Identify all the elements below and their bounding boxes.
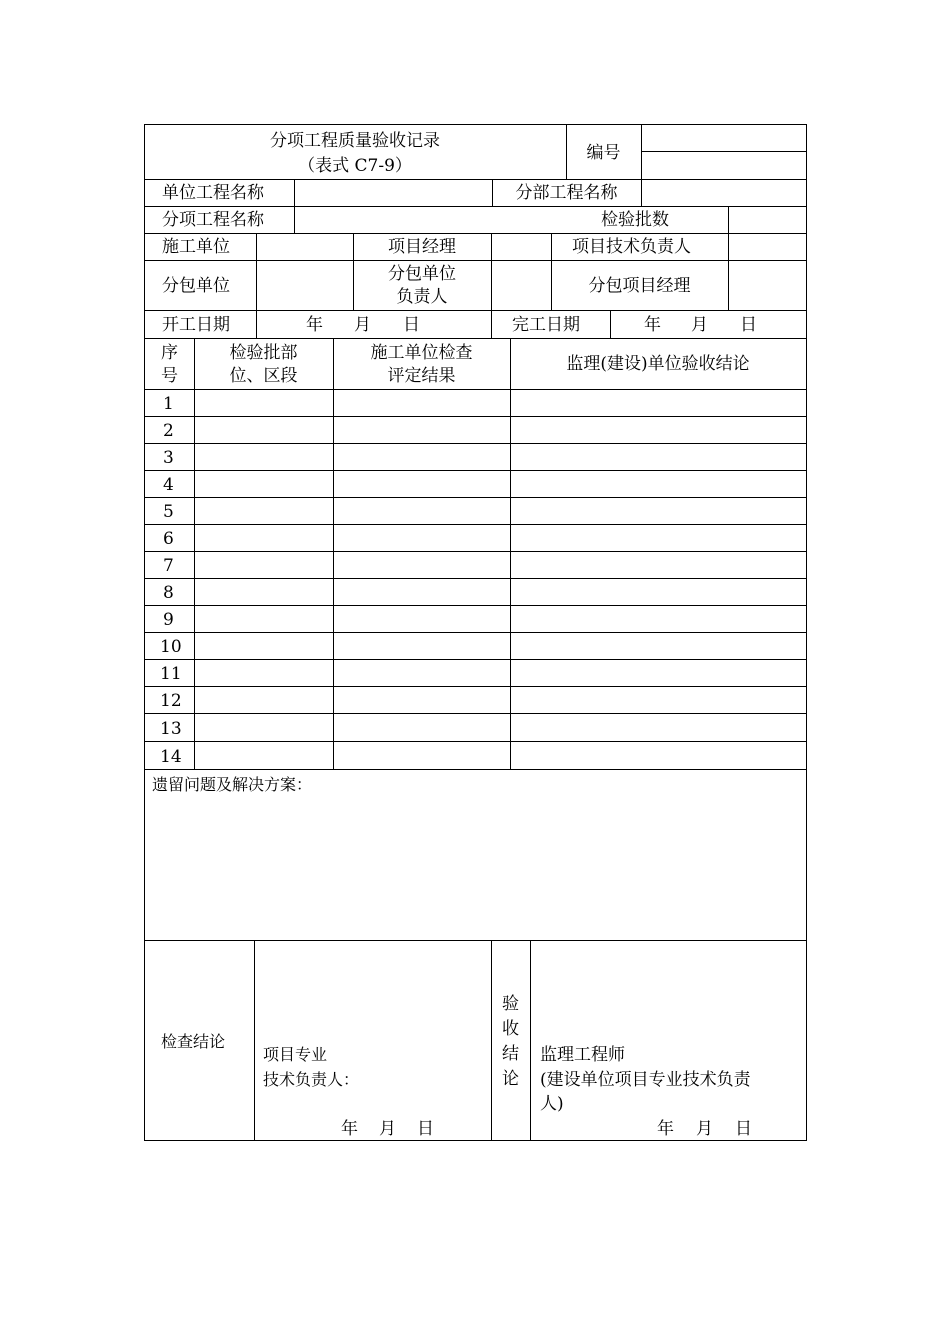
line-row-2: [144, 443, 807, 444]
row-number-3: 3: [163, 448, 174, 468]
line-row-8: [144, 605, 807, 606]
line-table-head: [144, 389, 807, 390]
row-number-7: 7: [163, 556, 174, 576]
start-month-label: 月: [354, 315, 371, 335]
row-number-8: 8: [163, 583, 174, 603]
supervisor-sign-line-2: (建设单位项目专业技术负责: [540, 1070, 751, 1090]
acceptance-char-3: 结: [502, 1044, 519, 1064]
row-number-4: 4: [163, 475, 174, 495]
border-top: [144, 124, 807, 125]
vline-table-2: [333, 338, 334, 769]
supervisor-sign-line-3: 人): [540, 1094, 564, 1114]
start-day-label: 日: [403, 315, 420, 335]
unit-project-label: 单位工程名称: [162, 183, 264, 203]
border-right: [806, 124, 807, 1141]
acceptance-char-4: 论: [502, 1069, 519, 1089]
col-part-line-2: 位、区段: [229, 366, 298, 386]
line-row-11: [144, 686, 807, 687]
line-row-6: [144, 551, 807, 552]
line-header-bottom: [144, 179, 807, 180]
line-row-10: [144, 659, 807, 660]
check-conclusion-label: 检查结论: [161, 1032, 226, 1051]
acceptance-char-2: 收: [502, 1019, 519, 1039]
accept-month-label: 月: [696, 1119, 713, 1139]
vline-r4-1: [256, 233, 257, 338]
line-r2: [144, 206, 807, 207]
line-row-14: [144, 769, 807, 770]
vline-table-3: [510, 338, 511, 769]
supervisor-sign-line-1: 监理工程师: [540, 1045, 625, 1065]
border-bottom: [144, 1140, 807, 1141]
sub-lead-label-line-2: 负责人: [396, 287, 448, 307]
line-row-3: [144, 470, 807, 471]
row-number-2: 2: [163, 421, 174, 441]
finish-date-label: 完工日期: [512, 315, 580, 335]
acceptance-char-1: 验: [502, 994, 519, 1014]
project-manager-label: 项目经理: [388, 237, 456, 257]
line-r4: [144, 260, 807, 261]
row-number-6: 6: [163, 529, 174, 549]
border-left: [144, 124, 145, 1141]
vline-r3-1: [728, 206, 729, 260]
line-r6: [144, 338, 807, 339]
row-number-5: 5: [163, 502, 174, 522]
line-r3: [144, 233, 807, 234]
contractor-label: 施工单位: [162, 237, 230, 257]
col-part-line-1: 检验批部: [229, 343, 298, 363]
vline-footer-3: [530, 940, 531, 1140]
tech-lead-label: 项目技术负责人: [572, 237, 691, 257]
form-code: （表式 C7-9）: [298, 156, 412, 176]
line-issues-bottom: [144, 940, 807, 941]
division-label: 分部工程名称: [515, 183, 618, 203]
row-number-12: 12: [160, 691, 182, 711]
subcontractor-label: 分包单位: [162, 276, 230, 296]
line-row-1: [144, 416, 807, 417]
line-number-split: [641, 151, 807, 152]
line-row-12: [144, 713, 807, 714]
sub-lead-label-line-1: 分包单位: [388, 264, 456, 284]
finish-day-label: 日: [740, 315, 757, 335]
col-eval-line-2: 评定结果: [387, 366, 456, 386]
row-number-1: 1: [163, 394, 174, 414]
row-number-11: 11: [160, 664, 182, 684]
check-month-label: 月: [379, 1119, 396, 1139]
vline-r2-1: [294, 179, 295, 233]
batch-count-label: 检验批数: [601, 210, 669, 230]
acceptance-record-form: [144, 124, 807, 1141]
tech-lead-sign-line-1: 项目专业: [263, 1045, 328, 1064]
vline-r4-4: [551, 233, 552, 310]
vline-header-2: [641, 124, 642, 206]
vline-table-1: [194, 338, 195, 769]
tech-lead-sign-line-2: 技术负责人：: [263, 1070, 360, 1089]
subitem-label: 分项工程名称: [162, 210, 264, 230]
number-label: 编号: [586, 143, 621, 163]
form-title: 分项工程质量验收记录: [270, 131, 440, 151]
row-number-14: 14: [160, 747, 182, 767]
accept-day-label: 日: [735, 1119, 752, 1139]
start-year-label: 年: [306, 315, 323, 335]
line-row-9: [144, 632, 807, 633]
col-conclusion: 监理(建设)单位验收结论: [566, 354, 750, 374]
row-number-9: 9: [163, 610, 174, 630]
vline-footer-2: [491, 940, 492, 1140]
finish-month-label: 月: [691, 315, 708, 335]
line-row-7: [144, 578, 807, 579]
row-number-10: 10: [160, 637, 182, 657]
vline-footer-1: [254, 940, 255, 1140]
vline-r6-1: [610, 310, 611, 338]
check-day-label: 日: [417, 1119, 434, 1139]
line-r5: [144, 310, 807, 311]
vline-r4-3: [491, 233, 492, 338]
vline-r5-1: [728, 260, 729, 310]
start-date-label: 开工日期: [162, 315, 230, 335]
sub-pm-label: 分包项目经理: [588, 276, 691, 296]
col-seq-line-1: 序: [161, 343, 178, 363]
line-row-4: [144, 497, 807, 498]
row-number-13: 13: [160, 719, 182, 739]
issues-label: 遗留问题及解决方案：: [152, 775, 313, 794]
accept-year-label: 年: [657, 1119, 674, 1139]
line-row-5: [144, 524, 807, 525]
col-seq-line-2: 号: [161, 366, 178, 386]
check-year-label: 年: [341, 1119, 358, 1139]
line-row-13: [144, 741, 807, 742]
col-eval-line-1: 施工单位检查: [370, 343, 473, 363]
finish-year-label: 年: [644, 315, 661, 335]
